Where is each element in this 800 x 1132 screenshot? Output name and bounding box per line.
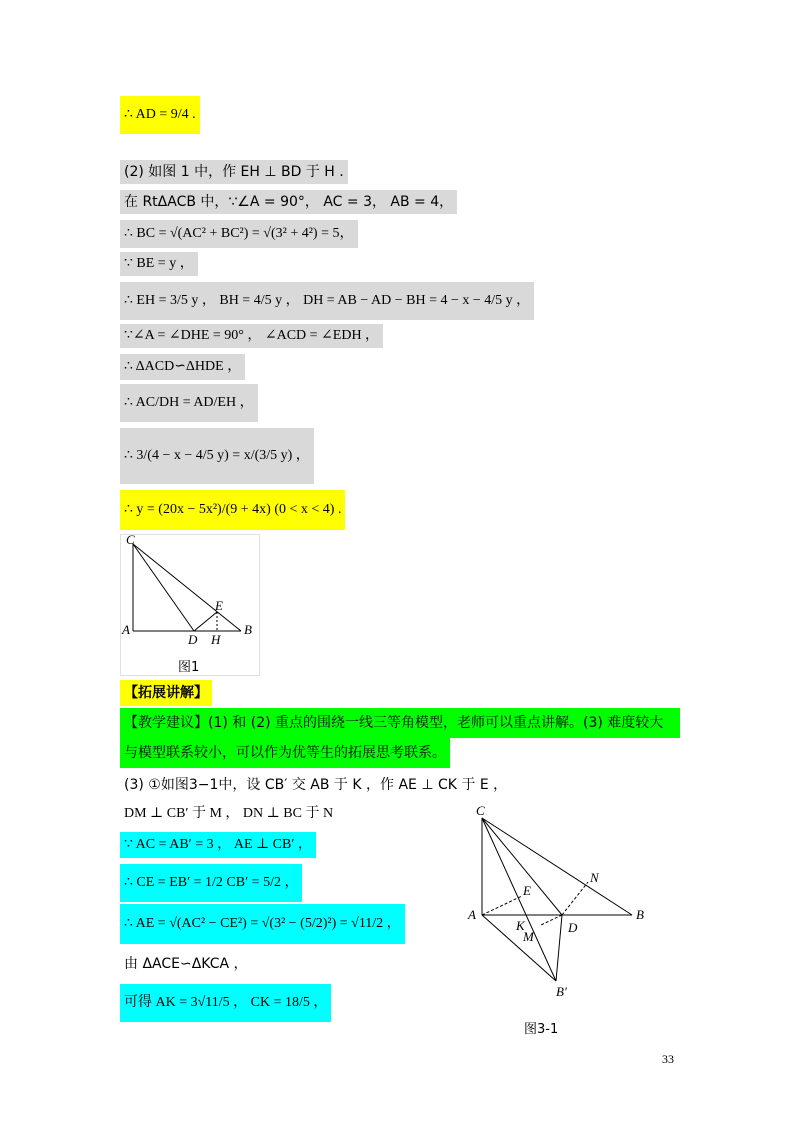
segment-de [194,612,217,631]
rt-triangle-line: 在 RtΔACB 中，∵∠A = 90°， AC = 3， AB = 4， [120,190,457,214]
fig31-label-k: K [516,918,525,933]
fig31-label-e: E [523,883,531,898]
figure-1-caption: 图1 [178,660,200,675]
fig31-label-c: C [476,803,485,818]
fig1-label-b: B [244,622,252,637]
ad-result-line: ∴ AD = 9/4 . [120,96,200,134]
segment-ae [482,896,522,915]
bc-calc-line: ∴ BC = √(AC² + BC²) = √(3² + 4²) = 5， [120,220,358,248]
figure-1-diagram [120,534,260,676]
teaching-suggestion-line-1: 【教学建议】(1) 和 (2) 重点的围绕一线三等角模型，老师可以重点讲解。(3) 难度较大 [120,708,680,738]
fig31-label-a: A [468,907,476,922]
fig1-label-c: C [126,534,135,547]
figure-3-1 [460,798,660,1038]
fig31-label-m: M [523,929,534,944]
be-y-line: ∵ BE = y ， [120,252,198,276]
part2-intro-line: (2) 如图 1 中，作 EH ⊥ BD 于 H . [120,160,348,184]
segment-cd [133,544,194,631]
segment-cd-31 [482,818,562,915]
ce-eb-line: ∴ CE = EB′ = 1/2 CB′ = 5/2 ， [120,864,302,902]
similar-line: ∴ ΔACD∽ΔHDE ， [120,354,245,380]
figure-1 [120,534,260,676]
segment-dm [541,915,562,925]
eh-bh-dh-line: ∴ EH = 3/5 y ， BH = 4/5 y ， DH = AB − AD − BH = 4 − x − 4/5 y ， [120,282,534,320]
page-number: 33 [662,1052,674,1066]
ratio-line: ∴ AC/DH = AD/EH ， [120,384,258,422]
fig1-label-h: H [211,632,221,647]
angles-line: ∵∠A = ∠DHE = 90° ， ∠ACD = ∠EDH ， [120,324,383,348]
ratio-sub-line: ∴ 3/(4 − x − 4/5 y) = x/(3/5 y) ， [120,428,314,484]
fig31-label-bp: B′ [556,984,567,998]
extension-title: 【拓展讲解】 [120,680,212,706]
segment-dbp [556,915,562,981]
fig31-label-n: N [590,870,599,885]
fig1-label-a: A [122,622,130,637]
ac-ab-line: ∵ AC = AB′ = 3 ， AE ⊥ CB′ ， [120,832,316,858]
fig1-label-d: D [188,632,198,647]
similar-2-line: 由 ΔACE∽ΔKCA ， [124,956,248,972]
fig1-label-e: E [215,598,223,613]
fig31-label-d: D [568,920,578,935]
teaching-suggestion-line-2: 与模型联系较小，可以作为优等生的拓展思考联系。 [120,738,450,768]
ak-ck-line: 可得 AK = 3√11/5 ， CK = 18/5 ， [120,984,331,1022]
segment-cb [133,544,241,631]
segment-dn [562,882,588,915]
figure-3-1-caption: 图3-1 [524,1022,559,1037]
figure-3-1-diagram [460,798,660,998]
ae-calc-line: ∴ AE = √(AC² − CE²) = √(3² − (5/2)²) = √11/2 ， [120,904,405,944]
dm-dn-line: DM ⊥ CB′ 于 M ， DN ⊥ BC 于 N [124,806,334,821]
fig31-label-b: B [636,907,644,922]
part3-intro-line: (3) ①如图3−1中，设 CB′ 交 AB 于 K ，作 AE ⊥ CK 于 E ， [124,777,508,793]
y-result-line: ∴ y = (20x − 5x²)/(9 + 4x) (0 < x < 4) . [120,490,345,530]
